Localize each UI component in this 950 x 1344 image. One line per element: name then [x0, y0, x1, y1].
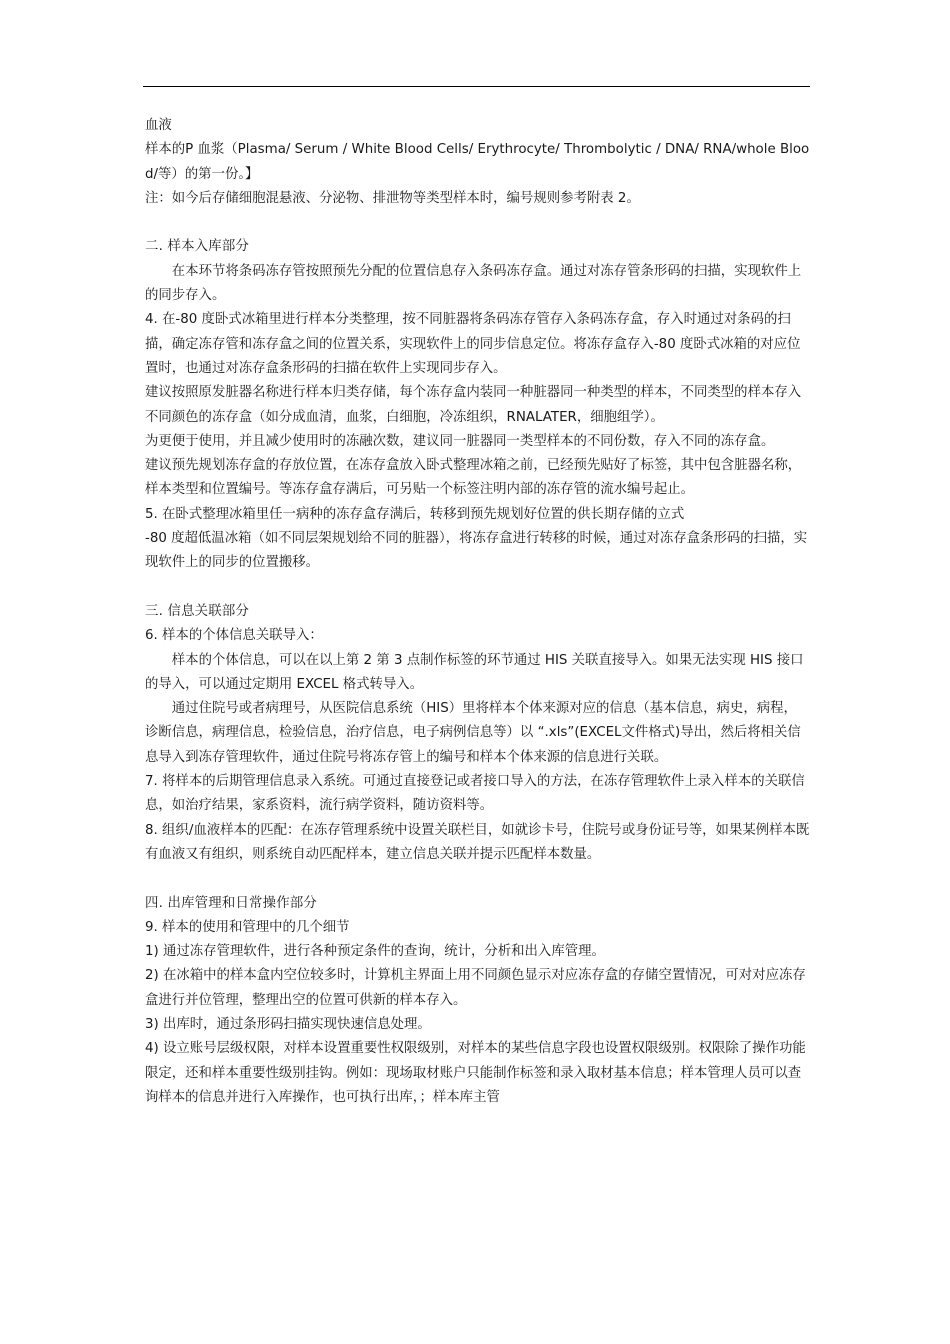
paragraph: 血液 — [145, 118, 172, 133]
paragraph-gap — [145, 867, 810, 891]
document-body — [145, 114, 810, 1110]
paragraph: 5. 在卧式整理冰箱里任一病种的冻存盒存满后，转移到预先规划好位置的供长期存储的立式 — [145, 506, 685, 522]
paragraph: 3) 出库时，通过条形码扫描实现快速信息处理。 — [145, 1016, 431, 1032]
paragraph: 样本的P 血浆（Plasma/ Serum / White Blood Cells/ Erythrocyte/ Thrombolytic / DNA/ RNA/whole Blood/等）的第一份。】 — [145, 142, 810, 182]
paragraph: 1) 通过冻存管理软件，进行各种预定条件的查询，统计，分析和出入库管理。 — [145, 944, 605, 960]
paragraph: 建议按照原发脏器名称进行样本归类存储，每个冻存盒内装同一种脏器同一种类型的样本，不同类型的样本存入不同颜色的冻存盒（如分成血清，血浆，白细胞，冷冻组织，RNALATER，细胞组学）。 — [145, 385, 802, 425]
paragraph: 通过住院号或者病理号，从医院信息系统（HIS）里将样本个体来源对应的信息（基本信息，病史，病程，诊断信息，病理信息，检验信息，治疗信息，电子病例信息等）以 “.xls”(EXCEL文件格式)导出，然后将相关信息导入到冻存管理软件，通过住院号将冻存管上的编号和样本个体来源的信息进行关联。 — [145, 701, 801, 765]
paragraph: 7. 将样本的后期管理信息录入系统。可通过直接登记或者接口导入的方法，在冻存管理软件上录入样本的关联信息，如治疗结果，家系资料，流行病学资料，随访资料等。 — [145, 774, 805, 814]
paragraph: 4. 在-80 度卧式冰箱里进行样本分类整理，按不同脏器将条码冻存管存入条码冻存盒，存入时通过对条码的扫描，确定冻存管和冻存盒之间的位置关系，实现软件上的同步信息定位。将冻存盒存入-80 度卧式冰箱的对应位置时，也通过对冻存盒条形码的扫描在软件上实现同步存入。 — [145, 312, 801, 376]
section-heading: 四. 出库管理和日常操作部分 — [145, 895, 317, 911]
paragraph: 6. 样本的个体信息关联导入： — [145, 628, 323, 644]
paragraph-gap — [145, 576, 810, 600]
paragraph: -80 度超低温冰箱（如不同层架规划给不同的脏器），将冻存盒进行转移的时候，通过对冻存盒条形码的扫描，实现软件上的同步的位置搬移。 — [145, 531, 808, 571]
paragraph: 注：如今后存储细胞混悬液、分泌物、排泄物等类型样本时，编号规则参考附表 2。 — [145, 190, 640, 206]
paragraph: 2) 在冰箱中的样本盒内空位较多时，计算机主界面上用不同颜色显示对应冻存盒的存储空置情况，可对对应冻存盒进行并位管理，整理出空的位置可供新的样本存入。 — [145, 968, 806, 1008]
paragraph: 为更便于使用，并且减少使用时的冻融次数，建议同一脏器同一类型样本的不同份数，存入不同的冻存盒。 — [145, 433, 775, 449]
header-rule — [143, 86, 810, 87]
paragraph: 9. 样本的使用和管理中的几个细节 — [145, 919, 350, 935]
paragraph: 8. 组织/血液样本的匹配：在冻存管理系统中设置关联栏目，如就诊卡号，住院号或身份证号等，如果某例样本既有血液又有组织，则系统自动匹配样本，建立信息关联并提示匹配样本数量。 — [145, 822, 810, 862]
paragraph-gap — [145, 211, 810, 235]
paragraph: 在本环节将条码冻存管按照预先分配的位置信息存入条码冻存盒。通过对冻存管条形码的扫描，实现软件上的同步存入。 — [145, 263, 802, 304]
section-heading: 三. 信息关联部分 — [145, 603, 250, 619]
paragraph: 4) 设立账号层级权限，对样本设置重要性权限级别，对样本的某些信息字段也设置权限级别。权限除了操作功能限定，还和样本重要性级别挂钩。例如：现场取材账户只能制作标签和录入取材基本信息；样本管理人员可以查询样本的信息并进行入库操作，也可执行出库，；样本库主管 — [145, 1041, 806, 1105]
section-heading: 二. 样本入库部分 — [145, 239, 250, 255]
paragraph: 样本的个体信息，可以在以上第 2 第 3 点制作标签的环节通过 HIS 关联直接导入。如果无法实现 HIS 接口的导入，可以通过定期用 EXCEL 格式转导入。 — [145, 652, 804, 692]
paragraph: 建议预先规划冻存盒的存放位置，在冻存盒放入卧式整理冰箱之前，已经预先贴好了标签，其中包含脏器名称，样本类型和位置编号。等冻存盒存满后，可另贴一个标签注明内部的冻存管的流水编号起止。 — [145, 458, 802, 498]
